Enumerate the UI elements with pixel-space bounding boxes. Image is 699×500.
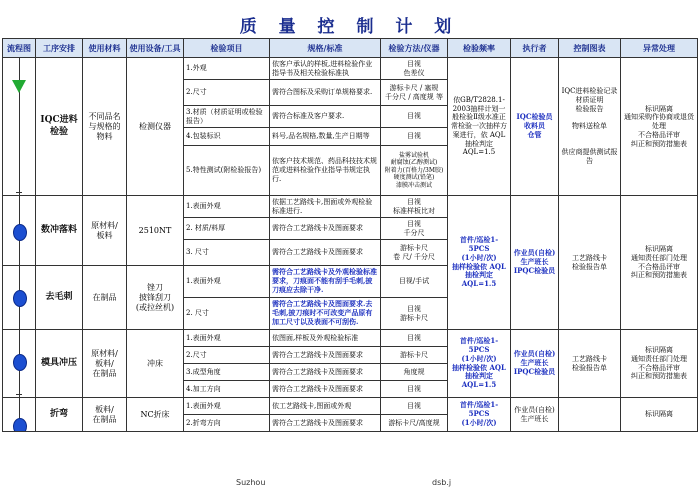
process-mold: 模具冲压 [36, 330, 83, 398]
spec-cell: 需符合工艺路线卡及图面要求 [270, 415, 381, 432]
item-cell: 2. 材质/料厚 [184, 218, 270, 240]
spec-cell: 需符合工艺路线卡及图面要求 [270, 347, 381, 364]
col-control-chart: 控制图表 [559, 39, 621, 58]
chart-bend [559, 398, 621, 432]
col-material: 使用材料 [83, 39, 127, 58]
method-cell: 游标卡尺/高度规 [381, 415, 448, 432]
abnormal-bend: 标识隔离 [621, 398, 698, 432]
item-cell: 2. 尺寸 [184, 298, 270, 330]
item-cell: 1.外观 [184, 58, 270, 80]
method-cell: 目视 标准样板比对 [381, 196, 448, 218]
col-process: 工序安排 [36, 39, 83, 58]
flow-cell-mold [3, 330, 36, 398]
spec-cell: 依据工艺路线卡,图面或外观检验标准进行. [270, 196, 381, 218]
executor-mid: 作业员(自检) 生产班长 IPQC检验员 [511, 196, 559, 330]
method-cell: 目视 色差仪 [381, 58, 448, 80]
col-inspection-item: 检验项目 [184, 39, 270, 58]
method-cell: 盐雾试验机 耐腐蚀(乙醇测试) 附着力(百格力/3M胶) 硬度测试(铅笔) 漆膜冲击测试 [381, 146, 448, 196]
col-abnormal: 异常处理 [621, 39, 698, 58]
quality-control-table [2, 38, 698, 432]
material-iqc: 不同品名 与规格的 物料 [83, 58, 127, 196]
method-cell: 目视 [381, 128, 448, 146]
method-cell: 目视 [381, 330, 448, 347]
equipment-deburr: 锉刀 披锋刮刀 (或拉丝机) [127, 266, 184, 330]
flow-cell-iqc [3, 58, 36, 196]
header-row [3, 39, 698, 58]
method-cell: 游标卡尺 / 塞规 千分尺 / 高度规 等 [381, 80, 448, 106]
table-row [3, 196, 698, 218]
chart-mold: 工艺路线卡 检验报告单 [559, 330, 621, 398]
process-stamp: 数冲落料 [36, 196, 83, 266]
spec-cell: 需符合图标及采购订单规格要求. [270, 80, 381, 106]
spec-cell: 需符合工艺路线卡及图面要求 [270, 218, 381, 240]
item-cell: 3.成型角度 [184, 364, 270, 381]
spec-cell: 需符合标准及客户要求. [270, 106, 381, 128]
chart-iqc: IQC进料检验记录 材质证明 检验报告 物料送检单 供应商提供测试报告 [559, 58, 621, 196]
process-node-icon [13, 418, 27, 432]
process-deburr: 去毛刺 [36, 266, 83, 330]
method-cell: 角度规 [381, 364, 448, 381]
item-cell: 1.表面外观 [184, 398, 270, 415]
col-equipment: 使用设备/工具 [127, 39, 184, 58]
material-bend: 板料/ 在制品 [83, 398, 127, 432]
frequency-mold: 首件/巡检1-5PCS (1小时/次) 抽样检验依 AQL抽检判定 AQL=1.5 [448, 330, 511, 398]
material-stamp: 原材料/ 板料 [83, 196, 127, 266]
item-cell: 2.折弯方向 [184, 415, 270, 432]
flow-cell-bend [3, 398, 36, 432]
spec-cell: 依客户技术规范、药品科技技术规范或进料检验作业指导书规定执行. [270, 146, 381, 196]
footer-right: dsb.j [432, 478, 452, 487]
item-cell: 3. 尺寸 [184, 240, 270, 266]
col-executor: 执行者 [511, 39, 559, 58]
executor-mold: 作业员(自检) 生产班长 IPQC检验员 [511, 330, 559, 398]
method-cell: 游标卡尺 [381, 347, 448, 364]
method-cell: 目视 [381, 106, 448, 128]
item-cell: 4.包装标识 [184, 128, 270, 146]
spec-cell: 需符合工艺路线卡及外观检验标准要求，刀痕面不能有刮手毛刺,披刀痕应去除干净. [270, 266, 381, 298]
spec-cell: 依工艺路线卡,图面或外观 [270, 398, 381, 415]
item-cell: 1.表面外观 [184, 266, 270, 298]
footer-left: Suzhou [236, 478, 266, 487]
spec-cell: 依客户承认的样板,进料检验作业指导书及相关检验标准执 [270, 58, 381, 80]
frequency-mid: 首件/巡检1-5PCS (1小时/次) 抽样检验依 AQL抽检判定 AQL=1.5 [448, 196, 511, 330]
equipment-stamp: 2510NT [127, 196, 184, 266]
flow-cell-deburr [3, 266, 36, 330]
spec-cell: 料号,品名规格,数量,生产日期等 [270, 128, 381, 146]
start-triangle-icon [12, 80, 26, 93]
spec-cell: 需符合工艺路线卡及图面要求.去毛刺,披刀痕时不可改变产品原有加工尺寸以及表面不可刮伤. [270, 298, 381, 330]
method-cell: 目视 [381, 381, 448, 398]
col-spec: 规格/标准 [270, 39, 381, 58]
spec-cell: 需符合工艺路线卡及图面要求 [270, 381, 381, 398]
process-iqc: IQC进料 检验 [36, 58, 83, 196]
item-cell: 4.加工方向 [184, 381, 270, 398]
method-cell: 游标卡尺 卷 尺/ 千分尺 [381, 240, 448, 266]
abnormal-mid: 标识隔离 通知责任部门处理 不合格品评审 纠正和预防措施表 [621, 196, 698, 330]
method-cell: 目视/手试 [381, 266, 448, 298]
col-method: 检验方法/仪器 [381, 39, 448, 58]
frequency-bend: 首件/巡检1-5PCS (1小时/次) [448, 398, 511, 432]
page-title: 质 量 控 制 计 划 [239, 17, 460, 37]
item-cell: 2.尺寸 [184, 80, 270, 106]
process-node-icon [13, 224, 27, 241]
flow-cell-stamp [3, 196, 36, 266]
item-cell: 3.材质（材质证明或检验报告） [184, 106, 270, 128]
spec-cell: 需符合工艺路线卡及图面要求 [270, 364, 381, 381]
process-node-icon [13, 290, 27, 307]
method-cell: 目视 千分尺 [381, 218, 448, 240]
material-mold: 原材料/ 板料/ 在制品 [83, 330, 127, 398]
item-cell: 1.表面外观 [184, 196, 270, 218]
item-cell: 2.尺寸 [184, 347, 270, 364]
frequency-iqc: 依GB/T2828.1-2003抽样计划一般检验Ⅱ级水准正常检验一次抽样方案进行，依 AQL抽检判定 AQL=1.5 [448, 58, 511, 196]
method-cell: 目视 [381, 398, 448, 415]
equipment-mold: 冲床 [127, 330, 184, 398]
chart-mid: 工艺路线卡 检验报告单 [559, 196, 621, 330]
process-bend: 折弯 [36, 398, 83, 432]
abnormal-iqc: 标识隔离 通知采购作协商或退货处理 不合格品评审 纠正和预防措施表 [621, 58, 698, 196]
material-deburr: 在制品 [83, 266, 127, 330]
item-cell: 1.表面外观 [184, 330, 270, 347]
spec-cell: 需符合工艺路线卡及图面要求 [270, 240, 381, 266]
executor-bend: 作业员(自检) 生产班长 [511, 398, 559, 432]
col-frequency: 检验频率 [448, 39, 511, 58]
col-flowchart: 流程图 [3, 39, 36, 58]
table-row [3, 398, 698, 415]
spec-cell: 依图面,样板及外观检验标准 [270, 330, 381, 347]
method-cell: 目视 游标卡尺 [381, 298, 448, 330]
table-row [3, 330, 698, 347]
item-cell: 5.特性测试(附检验报告) [184, 146, 270, 196]
equipment-bend: NC折床 [127, 398, 184, 432]
process-node-icon [13, 354, 27, 371]
equipment-iqc: 检测仪器 [127, 58, 184, 196]
table-row [3, 58, 698, 80]
abnormal-mold: 标识隔离 通知责任部门处理 不合格品评审 纠正和预防措施表 [621, 330, 698, 398]
executor-iqc: IQC检验员 收料员 仓管 [511, 58, 559, 196]
